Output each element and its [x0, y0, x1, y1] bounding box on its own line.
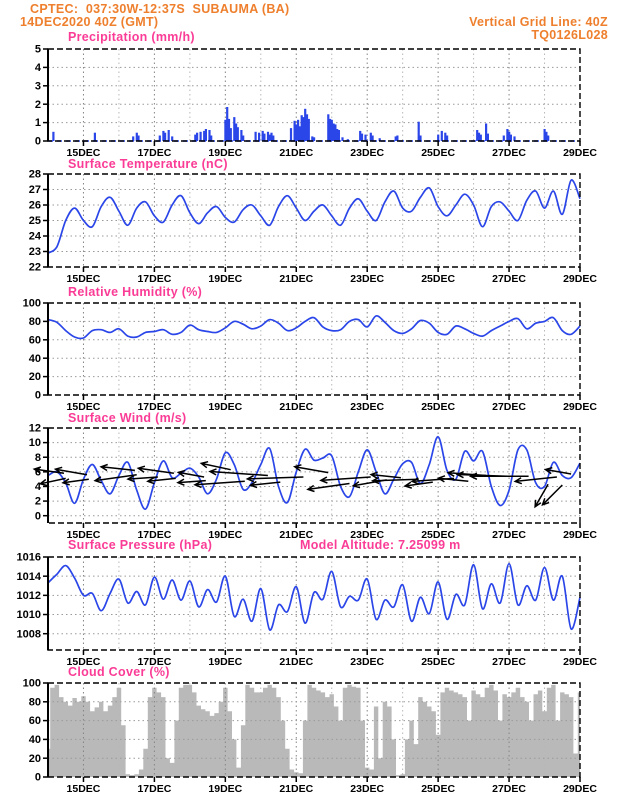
y-tick-label: 5 [34, 43, 41, 56]
x-tick-label: 27DEC [492, 529, 526, 541]
x-tick-label: 21DEC [279, 656, 314, 668]
x-tick-label: 29DEC [563, 656, 597, 668]
y-tick-label: 1010 [16, 609, 41, 622]
x-tick-label: 17DEC [137, 401, 172, 413]
x-tick-label: 25DEC [421, 401, 456, 413]
precip-bar [364, 135, 366, 141]
y-tick-label: 1012 [16, 589, 41, 602]
precip-bar [361, 134, 363, 141]
cloud-area [48, 685, 580, 777]
x-tick-label: 23DEC [350, 147, 385, 159]
x-tick-label: 29DEC [563, 273, 597, 285]
x-tick-label: 17DEC [137, 783, 172, 795]
y-tick-label: 20 [28, 752, 41, 765]
y-tick-label: 80 [28, 316, 41, 328]
x-tick-label: 21DEC [279, 783, 314, 795]
y-tick-label: 22 [28, 261, 41, 274]
precip-bar [137, 136, 139, 142]
x-tick-label: 17DEC [137, 147, 172, 159]
x-tick-label: 17DEC [137, 529, 172, 541]
precip-bar [308, 119, 310, 141]
precip-bar [168, 130, 170, 141]
x-tick-label: 21DEC [279, 529, 314, 541]
precip-bar [205, 129, 207, 141]
x-tick-label: 15DEC [66, 656, 101, 668]
precip-bar [272, 136, 274, 142]
y-tick-label: 23 [28, 246, 41, 259]
y-tick-label: 20 [28, 371, 41, 384]
precip-bar [441, 131, 443, 141]
x-tick-label: 19DEC [208, 783, 243, 795]
precip-bar [338, 130, 340, 141]
y-tick-label: 6 [34, 466, 41, 479]
x-tick-label: 19DEC [208, 401, 243, 413]
model-altitude-label: Model Altitude: 7.25099 m [300, 538, 461, 552]
precip-bar [290, 128, 292, 141]
y-tick-label: 3 [34, 80, 41, 93]
x-tick-label: 21DEC [279, 273, 314, 285]
y-tick-label: 100 [22, 297, 41, 310]
y-tick-label: 8 [34, 451, 41, 464]
y-tick-label: 60 [28, 334, 41, 347]
x-tick-label: 17DEC [137, 656, 172, 668]
vertical-grid-note: Vertical Grid Line: 40Z [469, 15, 608, 29]
x-tick-label: 29DEC [563, 783, 597, 795]
precip-bar [52, 132, 54, 141]
x-tick-label: 29DEC [563, 401, 597, 413]
wind-arrow [40, 478, 65, 485]
x-tick-label: 25DEC [421, 273, 456, 285]
temperature-title: Surface Temperature (nC) [68, 157, 228, 171]
precip-bar [503, 136, 505, 142]
y-tick-label: 28 [28, 168, 41, 181]
x-tick-label: 27DEC [492, 147, 526, 159]
y-tick-label: 0 [34, 389, 41, 402]
y-tick-label: 1016 [16, 551, 41, 564]
y-tick-label: 1014 [16, 570, 41, 583]
y-tick-label: 26 [28, 199, 41, 212]
precip-bar [196, 133, 198, 141]
y-tick-label: 0 [34, 510, 41, 523]
x-tick-label: 25DEC [421, 529, 456, 541]
x-tick-label: 27DEC [492, 656, 526, 668]
precip-bar [230, 128, 232, 141]
x-tick-label: 15DEC [66, 273, 101, 285]
panel-border [48, 303, 580, 395]
x-tick-label: 23DEC [350, 529, 385, 541]
y-tick-label: 24 [28, 230, 41, 243]
y-tick-label: 25 [28, 215, 41, 228]
precip-bar [258, 133, 260, 141]
x-tick-label: 23DEC [350, 401, 385, 413]
precipitation-title: Precipitation (mm/h) [68, 30, 195, 44]
x-tick-label: 23DEC [350, 273, 385, 285]
pressure-title: Surface Pressure (hPa) [68, 538, 213, 552]
x-tick-label: 27DEC [492, 783, 526, 795]
series-line [48, 180, 580, 253]
wind-title: Surface Wind (m/s) [68, 411, 187, 425]
precip-bar [480, 135, 482, 141]
y-tick-label: 60 [28, 715, 41, 728]
humidity-title: Relative Humidity (%) [68, 285, 203, 299]
precip-bar [396, 136, 398, 142]
x-tick-label: 27DEC [492, 273, 526, 285]
precip-bar [237, 127, 239, 141]
x-tick-label: 19DEC [208, 656, 243, 668]
precip-bar [487, 134, 489, 141]
wind-arrow [178, 471, 204, 478]
x-tick-label: 21DEC [279, 147, 314, 159]
precip-bar [437, 135, 439, 141]
x-tick-label: 21DEC [279, 401, 314, 413]
run-datetime: 14DEC2020 40Z (GMT) [20, 15, 159, 29]
y-tick-label: 2 [34, 495, 41, 508]
y-tick-label: 2 [34, 98, 41, 111]
x-tick-label: 25DEC [421, 147, 456, 159]
y-tick-label: 100 [22, 677, 41, 690]
precip-bar [547, 136, 549, 142]
y-tick-label: 4 [34, 62, 41, 74]
precip-bar [200, 132, 202, 141]
precip-bar [419, 136, 421, 142]
x-tick-label: 23DEC [350, 656, 385, 668]
y-tick-label: 80 [28, 696, 41, 709]
precip-bar [255, 132, 257, 141]
precip-bar [510, 135, 512, 141]
cloud-title: Cloud Cover (%) [68, 665, 170, 679]
precip-bar [159, 136, 161, 142]
precip-bar [446, 136, 448, 142]
wind-arrow [321, 477, 371, 483]
panel-border [48, 49, 580, 141]
x-tick-label: 19DEC [208, 273, 243, 285]
x-tick-label: 25DEC [421, 783, 456, 795]
station-header: CPTEC: 037:30W-12:37S SUBAUMA (BA) [30, 2, 290, 16]
y-tick-label: 0 [34, 771, 41, 784]
y-tick-label: 10 [28, 437, 41, 450]
x-tick-label: 29DEC [563, 529, 597, 541]
series-line [48, 564, 580, 630]
precip-bar [164, 133, 166, 141]
precip-bar [263, 134, 265, 141]
x-tick-label: 23DEC [350, 783, 385, 795]
x-tick-label: 15DEC [66, 401, 101, 413]
y-tick-label: 27 [28, 184, 41, 197]
y-tick-label: 40 [28, 352, 41, 365]
series-line [48, 316, 580, 339]
x-tick-label: 27DEC [492, 401, 526, 413]
x-tick-label: 15DEC [66, 783, 101, 795]
y-tick-label: 4 [34, 481, 41, 494]
precip-bar [210, 136, 212, 142]
series-line [48, 437, 580, 509]
precip-bar [94, 133, 96, 141]
y-tick-label: 0 [34, 135, 41, 148]
x-tick-label: 15DEC [66, 529, 101, 541]
precip-bar [242, 136, 244, 142]
x-tick-label: 19DEC [208, 529, 243, 541]
precip-bar [372, 136, 374, 142]
y-tick-label: 1 [34, 117, 41, 130]
y-tick-label: 40 [28, 734, 41, 746]
x-tick-label: 25DEC [421, 656, 456, 668]
y-tick-label: 12 [28, 422, 41, 435]
run-id: TQ0126L028 [531, 28, 608, 42]
x-tick-label: 19DEC [208, 147, 243, 159]
x-tick-label: 15DEC [66, 147, 101, 159]
x-tick-label: 29DEC [563, 147, 597, 159]
wind-arrow [148, 478, 176, 484]
wind-arrow [63, 479, 89, 485]
wind-arrow [295, 465, 329, 473]
x-tick-label: 17DEC [137, 273, 172, 285]
y-tick-label: 1008 [16, 628, 41, 641]
